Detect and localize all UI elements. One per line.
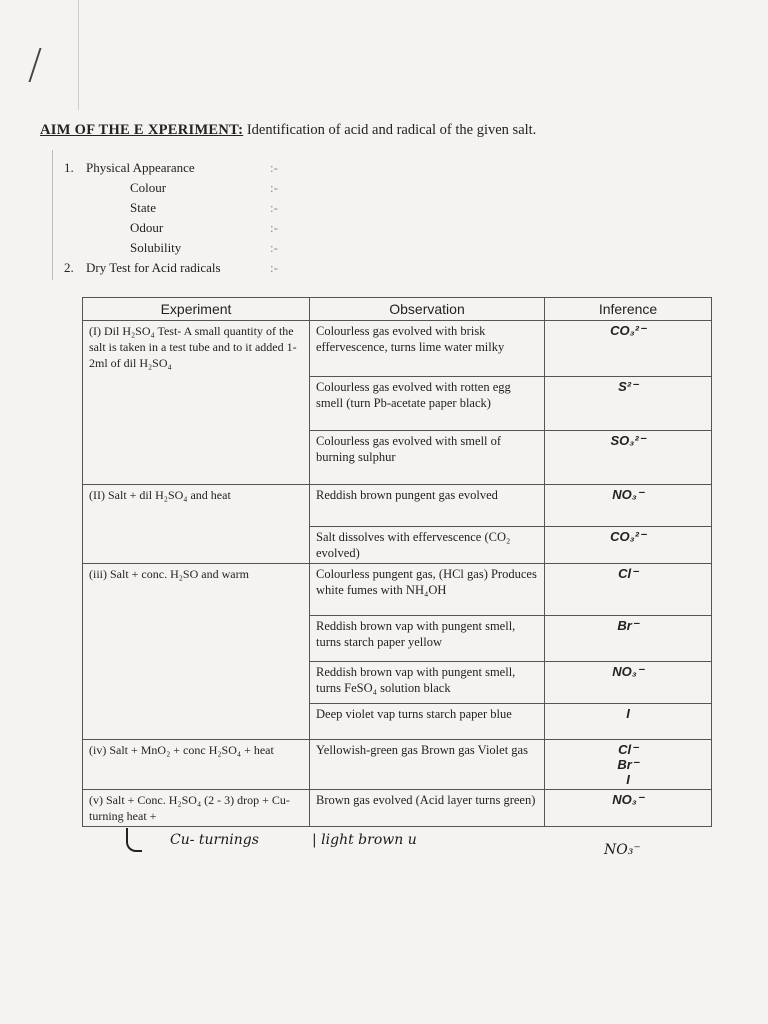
physical-item-solubility xyxy=(64,238,278,258)
header-experiment: Experiment xyxy=(83,298,310,321)
observation-cell: Deep violet vap turns starch paper blue xyxy=(310,704,545,740)
physical-item-state xyxy=(64,198,278,218)
experiment-5: (v) Salt + Conc. H₂SO₄ (2 - 3) drop + Cu-turning heat + xyxy=(83,790,310,827)
inference-cell: S²⁻ xyxy=(545,377,712,431)
margin-rule xyxy=(52,150,53,280)
header-inference: Inference xyxy=(545,298,712,321)
experiment-3: (iii) Salt + conc. H₂SO and warm xyxy=(83,564,310,740)
observation-cell: Colourless gas evolved with rotten egg smell (turn Pb-acetate paper black) xyxy=(310,377,545,431)
observation-cell: Yellowish-green gas Brown gas Violet gas xyxy=(310,740,545,790)
item-label: Odour xyxy=(130,220,164,235)
experiment-4: (iv) Salt + MnO₂ + conc H₂SO₄ + heat xyxy=(83,740,310,790)
inference-cell: NO₃⁻ xyxy=(545,662,712,704)
physical-appearance-row xyxy=(64,158,278,178)
physical-title: Physical Appearance xyxy=(86,160,195,175)
inference-cell: Cl⁻ xyxy=(545,564,712,616)
table-row xyxy=(83,740,712,790)
colon: :- xyxy=(270,240,278,255)
inference-cell: CO₃²⁻ xyxy=(545,527,712,564)
inference-line: Cl⁻ xyxy=(618,742,638,757)
observation-cell: Colourless gas evolved with smell of burning sulphur xyxy=(310,431,545,485)
inference-line: Br⁻ xyxy=(617,757,639,772)
experiment-1: (I) Dil H₂SO₄ Test- A small quantity of the salt is taken in a test tube and to it added 1-2ml of dil H₂SO₄ xyxy=(83,321,310,485)
colon: :- xyxy=(270,260,278,275)
inference-cell: CO₃²⁻ xyxy=(545,321,712,377)
observation-cell: Salt dissolves with effervescence (CO₂ evolved) xyxy=(310,527,545,564)
inference-cell: NO₃⁻ xyxy=(545,790,712,827)
inference-cell: NO₃⁻ xyxy=(545,485,712,527)
observation-cell: Colourless gas evolved with brisk effervescence, turns lime water milky xyxy=(310,321,545,377)
experiment-table xyxy=(82,297,712,827)
header-observation: Observation xyxy=(310,298,545,321)
observation-cell: Reddish brown pungent gas evolved xyxy=(310,485,545,527)
colon: :- xyxy=(270,200,278,215)
inference-cell: Br⁻ xyxy=(545,616,712,662)
table-row xyxy=(83,321,712,377)
table-header-row xyxy=(83,298,712,321)
observation-cell: Reddish brown vap with pungent smell, turns starch paper yellow xyxy=(310,616,545,662)
item-label: Colour xyxy=(130,180,167,195)
aim-heading: AIM OF THE E XPERIMENT: xyxy=(40,122,244,138)
pen-scribble xyxy=(28,48,55,82)
colon: :- xyxy=(270,180,278,195)
aim-line xyxy=(40,122,536,139)
table-row xyxy=(83,485,712,527)
aim-text: Identification of acid and radical of the given salt. xyxy=(246,122,537,138)
dry-test-title: Dry Test for Acid radicals xyxy=(86,260,221,275)
colon: :- xyxy=(270,220,278,235)
handwritten-arrow xyxy=(126,828,142,852)
inference-cell-multi xyxy=(545,740,712,790)
handwritten-note-middle: | light brown u xyxy=(312,832,417,848)
list-number: 2. xyxy=(64,260,74,275)
experiment-2: (II) Salt + dil H₂SO₄ and heat xyxy=(83,485,310,564)
physical-item-colour xyxy=(64,178,278,198)
observation-cell: Colourless pungent gas, (HCl gas) Produces white fumes with NH₄OH xyxy=(310,564,545,616)
dry-test-row xyxy=(64,258,278,278)
physical-item-odour xyxy=(64,218,278,238)
item-label: State xyxy=(130,200,156,215)
observation-cell: Brown gas evolved (Acid layer turns green) xyxy=(310,790,545,827)
handwritten-note-left: Cu- turnings xyxy=(170,832,259,848)
table-row xyxy=(83,564,712,616)
inference-cell: SO₃²⁻ xyxy=(545,431,712,485)
colon: :- xyxy=(270,160,278,175)
handwritten-note-right: NO₃⁻ xyxy=(604,842,641,858)
inference-line: I xyxy=(626,772,630,787)
table-row xyxy=(83,790,712,827)
list-number: 1. xyxy=(64,160,74,175)
inference-cell: I xyxy=(545,704,712,740)
item-label: Solubility xyxy=(130,240,182,255)
tests-list xyxy=(64,158,278,278)
observation-cell: Reddish brown vap with pungent smell, turns FeSO₄ solution black xyxy=(310,662,545,704)
margin-rule-top xyxy=(78,0,79,110)
